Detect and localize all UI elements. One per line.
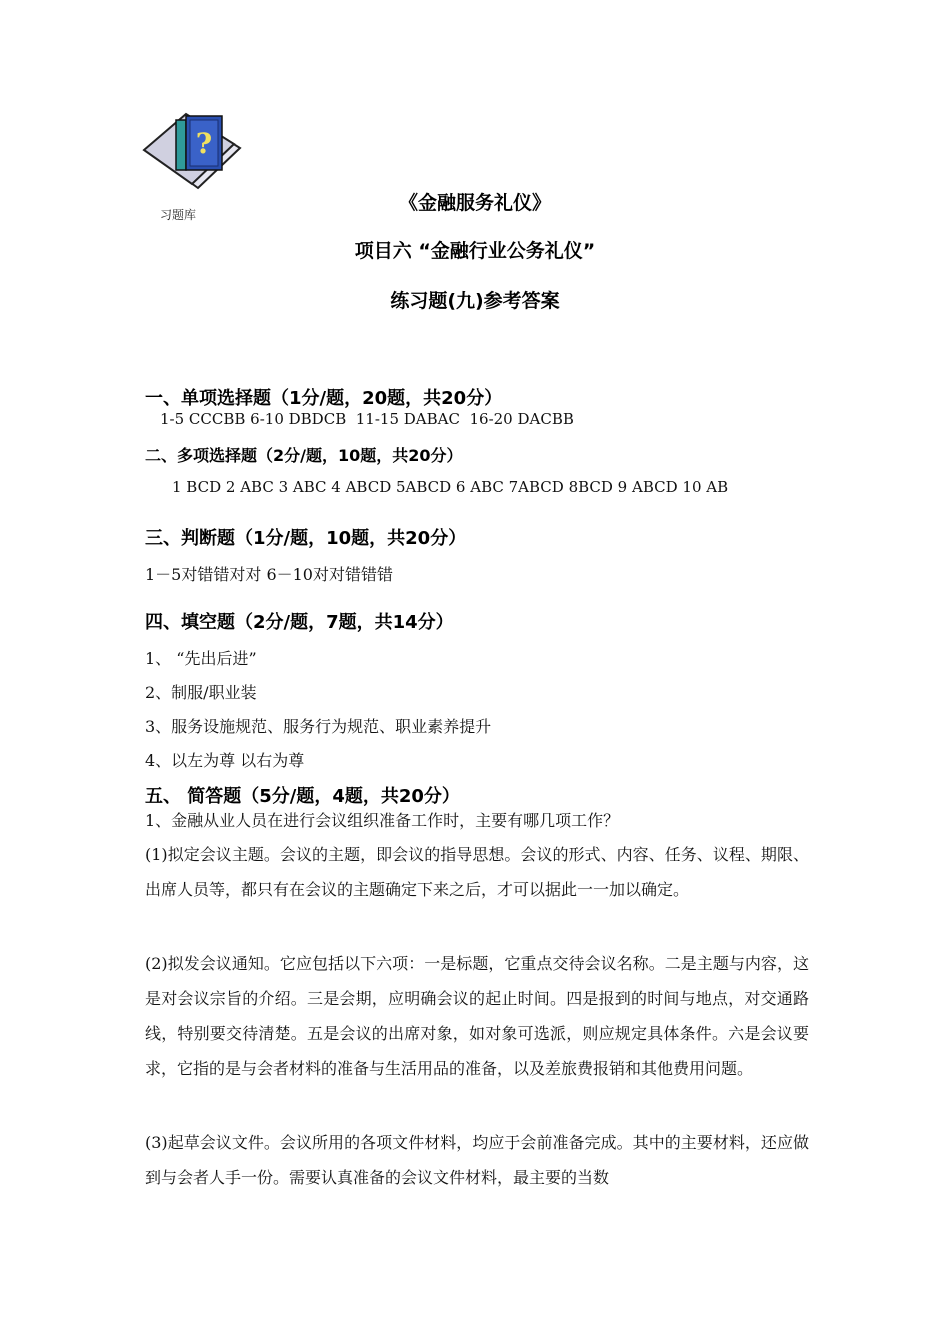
section-3-title: 三、判断题（1分/题，10题，共20分） — [145, 528, 467, 549]
answer-paragraph-3: (3)起草会议文件。会议所用的各项文件材料，均应于会前准备完成。其中的主要材料，还应做到与会者人手一份。需要认真准备的会议文件材料，最主要的当数 — [145, 1133, 809, 1187]
section-4-title: 四、填空题（2分/题，7题，共14分） — [145, 612, 454, 633]
section-1-title: 一、单项选择题（1分/题，20题，共20分） — [145, 388, 503, 409]
logo-caption: 习题库 — [160, 208, 197, 222]
section-4-item-2: 2、制服/职业装 — [145, 683, 257, 702]
section-4-item-4: 4、以左为尊 以右为尊 — [145, 751, 305, 770]
section-1-answers: 1-5 CCCBB 6-10 DBDCB 11-15 DABAC 16-20 DACBB — [160, 410, 574, 428]
section-2-title: 二、多项选择题（2分/题，10题，共20分） — [145, 446, 463, 465]
answer-paragraph-1: (1)拟定会议主题。会议的主题，即会议的指导思想。会议的形式、内容、任务、议程、期限、出席人员等，都只有在会议的主题确定下来之后，才可以据此一一加以确定。 — [145, 845, 809, 899]
svg-text:?: ? — [195, 127, 213, 160]
document-subtitle: 项目六 “金融行业公务礼仪” — [354, 240, 596, 262]
section-3-answers: 1－5对错错对对 6－10对对错错错 — [145, 565, 393, 584]
document-heading: 练习题(九)参考答案 — [390, 290, 560, 312]
section-4-item-3: 3、服务设施规范、服务行为规范、职业素养提升 — [145, 717, 492, 736]
section-2-answers: 1 BCD 2 ABC 3 ABC 4 ABCD 5ABCD 6 ABC 7ABCD 8BCD 9 ABCD 10 AB — [172, 478, 729, 496]
section-5-title: 五、 简答题（5分/题，4题，共20分） — [145, 786, 460, 807]
question-book-icon — [140, 108, 248, 196]
document-title: 《金融服务礼仪》 — [398, 192, 551, 214]
section-4-item-1: 1、 “先出后进” — [145, 649, 257, 668]
section-5-question: 1、金融从业人员在进行会议组织准备工作时，主要有哪几项工作？ — [145, 811, 620, 830]
answer-paragraph-2: (2)拟发会议通知。它应包括以下六项：一是标题，它重点交待会议名称。二是主题与内容，这是对会议宗旨的介绍。三是会期，应明确会议的起止时间。四是报到的时间与地点，对交通路线，特别要交待清楚。五是会议的出席对象，如对象可选派，则应规定具体条件。六是会议要求，它指的是与会者材料的准备与生活用品的准备，以及差旅费报销和其他费用问题。 — [145, 954, 809, 1078]
